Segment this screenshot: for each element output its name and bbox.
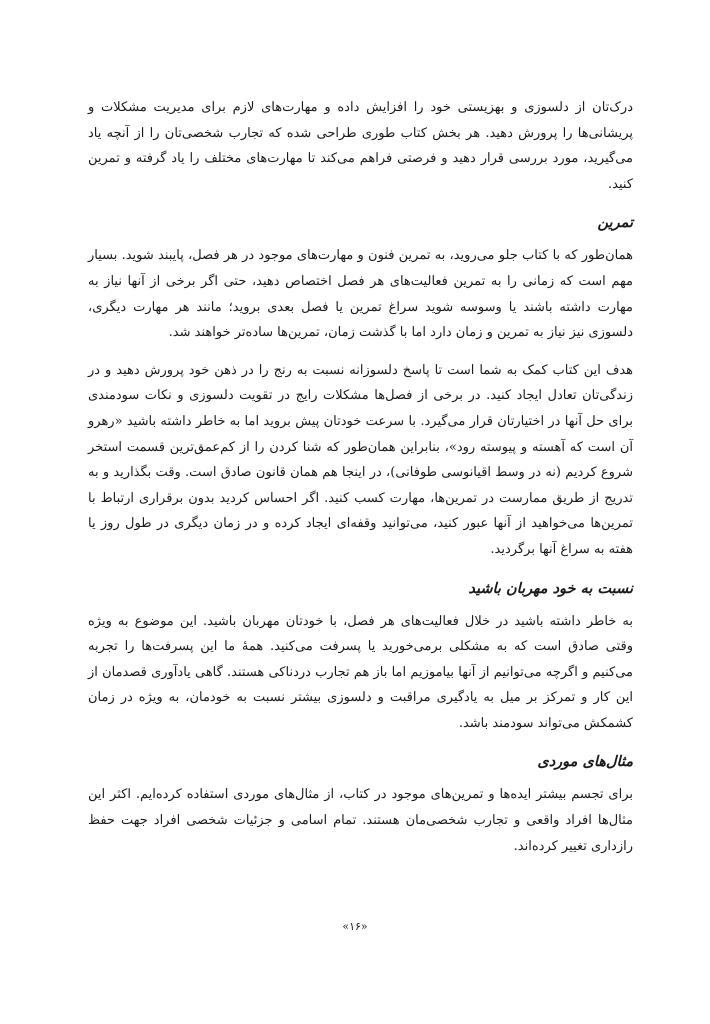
page-content <box>88 95 633 871</box>
intro-paragraph: درک‌تان از دلسوزی و بهزیستی خود را افزایش داده و مهارت‌های لازم برای مدیریت مشکلات و پریشانی‌ها را پرورش دهید. هر بخش کتاب طوری طراحی شده که تجارب شخصی‌تان را از آنچه یاد می‌گیرید، مورد بررسی قرار دهید و فرصتی فراهم می‌کند تا مهارت‌های مختلف را یاد گرفته و تمرین کنید. <box>88 100 633 192</box>
cases-paragraph: برای تجسم بیشتر ایده‌ها و تمرین‌های موجود در کتاب، از مثال‌های موردی استفاده کرده‌ایم. اکثر این مثال‌ها افراد واقعی و تجارب شخصی‌مان هستند. تمام اسامی و جزئیات شخصی افراد جهت حفظ رازداری تغییر کرده‌اند. <box>88 787 633 854</box>
exercise-heading: تمرین <box>597 214 633 232</box>
exercise-paragraph-2: هدف این کتاب کمک به شما است تا پاسخ دلسوزانه نسبت به رنج را در ذهن خود پرورش دهید و در زندگی‌تان تعادل ایجاد کنید. در برخی از فصل‌ها مشکلات رایج در تقویت دلسوزی و نکات سودمندی برای حل آنها در اختیارتان قرار می‌گیرد. با سرعت خودتان پیش بروید اما به خاطر داشته باشید «رهرو آن است که آهسته و پیوسته رود»، بنابراین همان‌طور که شنا کردن را از کم‌عمق‌ترین قسمت استخر شروع کردیم (نه در وسط اقیانوسی طوفانی)، در اینجا هم همان قانون صادق است. وقت بگذارید و به تدریج از طریق ممارست در تمرین‌ها، مهارت کسب کنید. اگر احساس کردید بدون برقراری ارتباط با تمرین‌ها می‌خواهید از آنها عبور کنید، می‌توانید وقفه‌ای ایجاد کرده و در زمان دیگری در طول روز یا هفته به سراغ آنها برگردید. <box>88 362 634 557</box>
cases-heading: مثال‌های موردی <box>537 753 633 771</box>
kindness-heading: نسبت به خود مهربان باشید <box>468 579 633 597</box>
kindness-paragraph: به خاطر داشته باشید در خلال فعالیت‌های هر فصل، با خودتان مهربان باشید. این موضوع به ویژه وقتی صادق است که به مشکلی برمی‌خورید یا پسرفت می‌کنید. همهٔ ما این پسرفت‌ها را تجربه می‌کنیم و اگرچه می‌توانیم از آنها بیاموزیم اما باز هم تجارب دردناکی هستند. گاهی یادآوری قصدمان از این کار و تمرکز بر میل به یادگیری مراقبت و دلسوزی بیشتر نسبت به خودمان، به ویژه در زمان کشمکش می‌تواند سودمند باشد. <box>88 613 633 731</box>
exercise-paragraph-1: همان‌طور که با کتاب جلو می‌روید، به تمرین فنون و مهارت‌های موجود در هر فصل، پایبند شوید. بسیار مهم است که زمانی را به تمرین فعالیت‌های هر فصل اختصاص دهید، حتی اگر برخی از آنها نیاز به مهارت داشته باشند یا وسوسه شوید سراغ تمرین یا فصل بعدی بروید؛ مانند هر مهارت دیگری، دلسوزی نیز نیاز به تمرین و زمان دارد اما با گذشت زمان، تمرین‌ها ساده‌تر خواهند شد. <box>88 248 633 341</box>
page-number: «۱۶» <box>342 920 368 933</box>
